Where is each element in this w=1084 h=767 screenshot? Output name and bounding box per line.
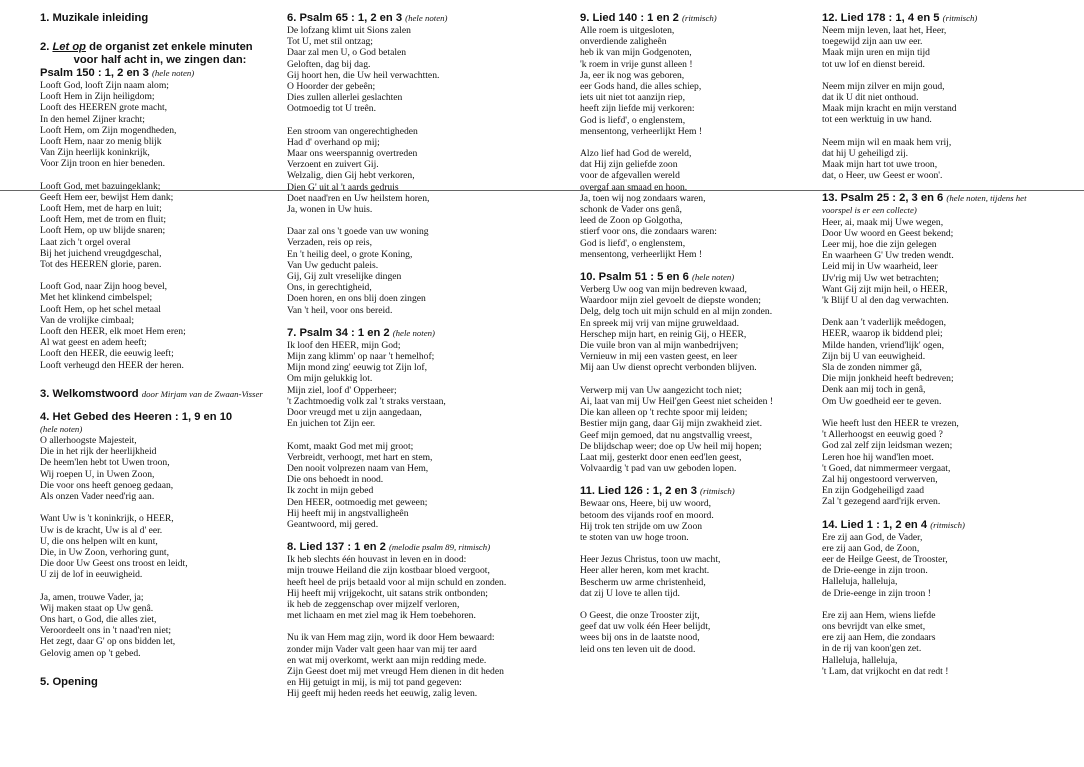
verse-line: Doet naad'ren en Uw heilstem horen, [287, 192, 430, 204]
section-6-title: 6. Psalm 65 : 1, 2 en 3 [287, 12, 403, 24]
verse-line: En spreek mij vrij van mijne gruweldaad. [580, 317, 740, 329]
stanza [287, 226, 537, 316]
verse-line: wees bij ons in de laatste nood, [580, 632, 700, 644]
verse-line: Mij aan Uw dienst oprecht verbonden blijven. [580, 362, 757, 374]
verse-line: Halleluja, halleluja, [822, 576, 898, 588]
verse-line: Bij het juichend vreugdgeschal, [40, 247, 162, 259]
verse-line: O Hoorder der gebeên; [287, 81, 376, 93]
verse-line: Verzaden, reis op reis, [287, 237, 372, 249]
verse-line: Sla de zonden nimmer gâ, [822, 362, 922, 374]
stanza [580, 25, 830, 137]
verse-line: de Drie-eenge in zijn troon ! [822, 587, 931, 599]
verse-line: Die vuile bron van al mijn wanbedrijven; [580, 340, 739, 352]
section-2-heading-line2: voor half acht in, we zingen dan: [73, 54, 247, 66]
section-14-title: 14. Lied 1 : 1, 2 en 4 [822, 518, 928, 531]
verse-line: O Geest, die onze Trooster zijt, [580, 609, 700, 621]
verse-line: Looft God, looft Zijn naam alom; [40, 80, 169, 91]
verse-line: Gelovig amen op 't gebed. [40, 647, 141, 659]
verse-line: Komt, maakt God met mij groot; [287, 440, 414, 452]
section-13-title: 13. Psalm 25 : 2, 3 en 6 [822, 192, 944, 205]
verse-line: Gij hoort hen, die Uw heil verwachtten. [287, 69, 440, 81]
verse-line: Alle roem is uitgesloten, [580, 25, 675, 36]
verse-line: Van de vrolijke cimbaal; [40, 314, 135, 326]
stanza [287, 340, 537, 430]
verse-line: Neem mijn leven, laat het, Heer, [822, 25, 947, 36]
verse-line: tot uw lof en dienst bereid. [822, 58, 925, 70]
section-6-note: (hele noten) [405, 13, 448, 23]
verse-line: Ja, toen wij nog zondaars waren, [580, 192, 706, 204]
verse-line: Geantwoord, mij gered. [287, 518, 379, 530]
verse-line: Halleluja, halleluja, [822, 654, 898, 666]
verse-line: Milde handen, vriend'lijk' ogen, [822, 339, 945, 351]
verse-line: Van 't heil, voor ons bereid. [287, 304, 393, 316]
stanza [287, 126, 537, 216]
verse-line: mensentong, verheerlijkt Hem ! [580, 248, 703, 260]
verse-line: 'k roem in vrije gunst alleen ! [580, 58, 693, 70]
verse-line: mensentong, verheerlijkt Hem ! [580, 125, 703, 137]
verse-line: heeft zijn liefde mij verkoren: [580, 103, 695, 115]
verse-line: leed de Zoon op Golgotha, [580, 215, 683, 227]
verse-line: Geeft Hem eer, bewijst Hem dank; [40, 191, 174, 203]
verse-line: Van Zijn heerlijk koninkrijk, [40, 147, 150, 159]
verse-line: met lichaam en met ziel mag ik Hem toebehoren. [287, 610, 476, 622]
section-11-title: 11. Lied 126 : 1, 2 en 3 [580, 485, 697, 498]
verse-line: Tot des HEEREN glorie, paren. [40, 259, 162, 271]
verse-line: mijn trouwe Heiland die zijn kostbaar bloed vergoot, [287, 565, 490, 577]
section-3-heading [40, 388, 280, 401]
verse-line: De heem'len hebt tot Uwen troon, [40, 457, 170, 469]
verse-line: dat, o Heer, uw Geest er woon'. [822, 170, 943, 182]
verse-line: Bescherm uw arme christenheid, [580, 576, 706, 588]
section-2-number: 2. [40, 41, 50, 53]
verse-line: Herschep mijn hart, en reinig Gij, o HEER, [580, 328, 747, 340]
section-9-title: 9. Lied 140 : 1 en 2 [580, 12, 679, 24]
verse-line: Tot U, met stil ontzag; [287, 36, 373, 48]
verse-line: Veroordeelt ons in 't naad'ren niet; [40, 625, 172, 637]
verse-line: 't Goed, dat nimmermeer vergaat, [822, 462, 951, 474]
verse-line: Volvaardig 't pad van uw geboden lopen. [580, 463, 737, 475]
verse-line: Ja, amen, trouwe Vader, ja; [40, 591, 144, 603]
verse-line: Looft den HEER, elk moet Hem eren; [40, 326, 186, 338]
verse-line: Looft God, met bazuingeklank; [40, 180, 161, 192]
verse-line: Mijn mond zing' eeuwig tot Zijn lof, [287, 362, 428, 374]
verse-line: Looft verheugd den HEER der heren. [40, 359, 184, 371]
verse-line: Ja, wonen in Uw huis. [287, 204, 373, 216]
verse-line: De blijdschap weer; doe op Uw heil mij hopen; [580, 440, 762, 452]
verse-line: Mijn ziel, loof d' Opperheer; [287, 384, 397, 396]
verse-line: en Hij getuigt in mij, is mij tot pand gegeven: [287, 677, 462, 689]
verse-line: U, die ons helpen wilt en kunt, [40, 535, 158, 547]
verse-line: Denk aan 't vaderlijk meêdogen, [822, 317, 947, 329]
section-10-text [580, 284, 830, 474]
stanza [580, 554, 830, 599]
stanza [40, 181, 280, 271]
verse-line: ons bevrijdt van elke smet, [822, 620, 926, 632]
section-11-note: (ritmisch) [700, 486, 735, 497]
verse-line: Zal hij ongestoord verwerven, [822, 473, 938, 485]
verse-line: ere zij aan Hem, die zondaars [822, 632, 936, 644]
verse-line: en wat mij overkomt, werkt aan mijn redding mede. [287, 654, 487, 666]
section-10-note: (hele noten) [691, 272, 735, 283]
stanza [40, 281, 280, 371]
verse-line: Die kan alleen op 't rechte spoor mij leiden; [580, 407, 748, 419]
stanza [580, 284, 830, 374]
verse-line: Heer aller heren, kom met kracht. [580, 565, 710, 577]
verse-line: En waarheen G' Uw treden wendt. [822, 250, 954, 262]
stanza [287, 632, 537, 699]
verse-line: Wij maken staat op Uw genâ. [40, 602, 154, 614]
verse-line: Die ons behoedt in nood. [287, 474, 384, 486]
verse-line: En 't heilig deel, o grote Koning, [287, 248, 413, 260]
verse-line: toegewijd zijn aan uw eer. [822, 36, 923, 48]
verse-line: Het zegt, daar G' op ons bidden let, [40, 636, 176, 648]
stanza [287, 25, 537, 115]
verse-line: te stoten van uw hoge troon. [580, 531, 689, 543]
stanza [40, 435, 280, 502]
verse-line: ere zij aan God, de Zoon, [822, 542, 920, 554]
verse-line: Al wat geest en adem heeft; [40, 337, 147, 349]
section-4-text [40, 435, 280, 659]
verse-line: Uw is de kracht, Uw is al d' eer. [40, 524, 163, 536]
stanza [822, 317, 1072, 407]
verse-line: Neem mijn wil en maak hem vrij, [822, 136, 952, 148]
verse-line: Die in het rijk der heerlijkheid [40, 446, 157, 458]
stanza [580, 610, 830, 655]
verse-line: betoom des vijands roof en moord. [580, 509, 714, 521]
verse-line: 't Lam, dat vrijkocht en dat redt ! [822, 665, 949, 677]
verse-line: Ik zocht in mijn gebed [287, 485, 374, 497]
verse-line: Heer, ai, maak mij Uwe wegen, [822, 216, 944, 228]
verse-line: God zal zelf zijn leidsman wezen; [822, 440, 953, 452]
verse-line: Die, in Uw Zoon, verhoring gunt, [40, 546, 169, 558]
verse-line: Doen horen, en ons blij doen zingen [287, 293, 426, 305]
verse-line: HEER, waarop ik biddend plei; [822, 328, 943, 340]
verse-line: Maak mijn kracht en mijn verstand [822, 103, 957, 115]
verse-line: Maak mijn uren en mijn tijd [822, 47, 930, 59]
verse-line: leid ons ten leven uit de dood. [580, 643, 696, 655]
verse-line: Verzoent en zuivert Gij. [287, 159, 379, 171]
verse-line: Vernieuw in mij een vasten geest, en leer [580, 351, 738, 363]
section-12-heading [822, 12, 1072, 25]
section-8-text [287, 554, 537, 699]
section-8-heading [287, 541, 537, 554]
verse-line: Ons hart, o God, die alles ziet, [40, 613, 157, 625]
stanza [822, 610, 1072, 677]
verse-line: ik heb de zeggenschap over mijzelf verloren, [287, 598, 460, 610]
verse-line: Wij roepen U, in Uwen Zoon, [40, 468, 155, 480]
verse-line: Voor Zijn troon en hier beneden. [40, 158, 166, 170]
verse-line: Dien G' uit al 't aards gedruis [287, 181, 399, 193]
verse-line: Zijn Geest doet mij met vreugd Hem dienen in dit heden [287, 665, 504, 677]
stanza [822, 25, 1072, 70]
verse-line: Denk aan mij toch in genâ, [822, 384, 926, 396]
verse-line: Geloften, dag bij dag. [287, 58, 371, 70]
verse-line: Met het klinkend cimbelspel; [40, 292, 153, 304]
section-9-heading [580, 12, 830, 25]
verse-line: Mijn zang klimm' op naar 't hemelhof; [287, 351, 435, 363]
verse-line: O allerhoogste Majesteit, [40, 435, 137, 447]
verse-line: Wie heeft lust den HEER te vrezen, [822, 417, 959, 429]
stanza [822, 418, 1072, 508]
verse-line: Looft Hem, naar zo menig blijk [40, 136, 162, 148]
verse-line: 't Zachtmoedig volk zal 't straks verstaan, [287, 395, 446, 407]
section-2-heading [40, 41, 280, 54]
section-4-heading: 4. Het Gebed des Heeren : 1, 9 en 10 [40, 410, 233, 423]
stanza [287, 441, 537, 531]
verse-line: Leren hoe hij wand'len moet. [822, 451, 934, 463]
verse-line: stierf voor ons, die zondaars waren: [580, 226, 717, 238]
verse-line: iets uit niet tot aanzijn riep, [580, 92, 685, 104]
verse-line: Laat mij, gesterkt door enen eed'len geest, [580, 451, 742, 463]
verse-line: Als onzen Vader need'rig aan. [40, 491, 155, 503]
verse-line: De lofzang klimt uit Sions zalen [287, 25, 411, 36]
verse-line: IJv'rig mij Uw wet betrachten; [822, 272, 939, 284]
column-1 [40, 12, 280, 689]
verse-line: Ja, eer ik nog was geboren, [580, 69, 685, 81]
section-5-heading: 5. Opening [40, 675, 98, 688]
verse-line: Hij heeft mij vrijgekocht, uit satans strik ontbonden; [287, 587, 488, 599]
section-6-text [287, 25, 537, 316]
verse-line: Looft God, naar Zijn hoog bevel, [40, 281, 168, 293]
verse-line: onverdiende zaligheên [580, 36, 667, 48]
verse-line: God is liefd', o englenstem, [580, 237, 686, 249]
section-10-heading [580, 271, 830, 284]
section-14-heading [822, 519, 1072, 532]
verse-line: Heer Jezus Christus, toon uw macht, [580, 554, 721, 566]
stanza [40, 80, 280, 170]
verse-line: Laat zich 't orgel overal [40, 236, 131, 248]
verse-line: Verbreidt, verhoogt, met hart en stem, [287, 451, 433, 463]
verse-line: Door vreugd met u zijn aangedaan, [287, 407, 422, 419]
section-7-title: 7. Psalm 34 : 1 en 2 [287, 326, 390, 339]
verse-line: in de rij van koon'gen zet. [822, 643, 922, 655]
verse-line: Bewaar ons, Heere, bij uw woord, [580, 498, 712, 510]
verse-line: Verwerp mij van Uw aangezicht toch niet; [580, 384, 742, 396]
verse-line: Om Uw goedheid eer te geven. [822, 395, 942, 407]
verse-line: heb ik van mijn Godgenoten, [580, 47, 692, 59]
verse-line: Door Uw woord en Geest bekend; [822, 227, 954, 239]
verse-line: Ai, laat van mij Uw Heil'gen Geest niet scheiden ! [580, 395, 774, 407]
verse-line: Ik loof den HEER, mijn God; [287, 339, 401, 351]
section-6-heading [287, 12, 537, 25]
verse-line: Ere zij aan Hem, wiens liefde [822, 609, 936, 621]
verse-line: Hij heeft mij in angstvalligheên [287, 507, 409, 519]
verse-line: Geef mijn gemoed, dat nu angstvallig vreest, [580, 429, 753, 441]
verse-line: Die mijn jonkheid heeft bedreven; [822, 373, 954, 385]
verse-line: Hij geeft mij heden reeds het eeuwig, zalig leven. [287, 688, 478, 700]
verse-line: Een stroom van ongerechtigheden [287, 125, 418, 137]
verse-line: voor de afgevallen wereld [580, 170, 680, 182]
verse-line: Ons, in gerechtigheid, [287, 282, 372, 294]
verse-line: Alzo lief had God de wereld, [580, 148, 692, 160]
section-7-text [287, 340, 537, 530]
verse-line: Zal 't gezegend aard'rijk erven. [822, 496, 941, 508]
verse-line: Maar ons weerspannig overtreden [287, 148, 418, 160]
verse-line: Daar zal ons 't goede van uw woning [287, 226, 429, 238]
verse-line: Looft Hem, op het schel metaal [40, 303, 161, 315]
section-11-text [580, 498, 830, 654]
section-7-heading [287, 327, 537, 340]
section-12-title: 12. Lied 178 : 1, 4 en 5 [822, 12, 940, 24]
verse-line: heeft heel de prijs betaald voor al mijn schuld en zonden. [287, 576, 507, 588]
stanza [822, 81, 1072, 126]
verse-line: Neem mijn zilver en mijn goud, [822, 80, 945, 92]
verse-line: Om mijn gelukkig lot. [287, 373, 373, 385]
section-9-note: (ritmisch) [681, 13, 717, 23]
section-13-heading [822, 192, 1072, 205]
verse-line: Ik heb slechts één houvast in leven en in dood: [287, 554, 467, 566]
section-7-note: (hele noten) [392, 327, 435, 338]
verse-line: Die door Uw Geest ons troost en leidt, [40, 558, 188, 570]
verse-line: Looft des HEEREN grote macht, [40, 102, 168, 114]
verse-line: Den nooit volprezen naam van Hem, [287, 462, 429, 474]
stanza [580, 148, 830, 260]
psalm-150-text [40, 80, 280, 371]
stanza [822, 137, 1072, 182]
section-2-heading-rest: de organist zet enkele minuten [86, 41, 253, 53]
verse-line: Den HEER, ootmoedig met geween; [287, 496, 428, 508]
section-2-let-op: Let op [52, 41, 87, 53]
verse-line: 'k Blijf U al den dag verwachten. [822, 295, 949, 307]
section-4-note: (hele noten) [40, 423, 83, 434]
psalm-150-note: (hele noten) [151, 68, 195, 78]
verse-line: Verberg Uw oog van mijn bedreven kwaad, [580, 284, 747, 296]
verse-line: Maak mijn hart tot uwe troon, [822, 159, 938, 171]
section-8-note: (melodie psalm 89, ritmisch) [388, 542, 491, 553]
verse-line: eer de Heilge Geest, de Trooster, [822, 553, 948, 565]
verse-line: zonder mijn Vader valt geen haar van mij ter aard [287, 643, 477, 655]
verse-line: eer Gods hand, die alles schiep, [580, 81, 702, 93]
verse-line: 't Allerhoogst en eeuwig goed ? [822, 429, 943, 441]
verse-line: schonk de Vader ons genâ, [580, 204, 682, 216]
stanza [40, 592, 280, 659]
section-8-title: 8. Lied 137 : 1 en 2 [287, 541, 386, 554]
verse-line: Want Gij zijt mijn heil, o HEER, [822, 283, 948, 295]
verse-line: Ere zij aan God, de Vader, [822, 531, 923, 543]
verse-line: Leid mij in Uw waarheid, leer [822, 261, 938, 273]
verse-line: En zijn Godgeheiligd zaad [822, 485, 925, 497]
verse-line: overgaf aan smaad en hoon. [580, 181, 688, 193]
verse-line: Daar zal men U, o God betalen [287, 47, 407, 59]
verse-line: geef dat uw volk één Heer belijdt, [580, 621, 711, 633]
section-13-note-2: voorspel is er een collecte) [822, 205, 917, 216]
verse-line: Had d' overhand op mij; [287, 136, 380, 148]
verse-line: In den hemel Zijner kracht; [40, 113, 145, 125]
verse-line: Nu ik van Hem mag zijn, word ik door Hem bewaard: [287, 632, 495, 644]
verse-line: Looft Hem, om Zijn mogendheden, [40, 124, 177, 136]
section-14-text [822, 532, 1072, 677]
stanza [580, 385, 830, 475]
verse-line: Bestier mijn gang, daar Gij mijn zwakheid ziet. [580, 418, 762, 430]
stanza [822, 532, 1072, 599]
section-14-note: (ritmisch) [930, 519, 965, 530]
verse-line: Gij, Gij zult vreselijke dingen [287, 271, 402, 283]
column-4 [822, 12, 1072, 688]
verse-line: U zij de lof in eeuwigheid. [40, 569, 143, 581]
verse-line: Hij trok ten strijde om uw Zoon [580, 520, 703, 532]
verse-line: Looft den HEER, die eeuwig leeft; [40, 348, 174, 360]
verse-line: dat Hij zijn geliefde zoon [580, 159, 678, 171]
verse-line: Looft Hem in Zijn heiligdom; [40, 91, 155, 103]
verse-line: Looft Hem, met de harp en luit; [40, 203, 162, 215]
verse-line: de Drie-eenge in zijn troon. [822, 565, 928, 577]
verse-line: Delg, delg toch uit mijn schuld en al mijn zonden. [580, 306, 773, 318]
verse-line: Looft Hem, met de trom en fluit; [40, 214, 167, 226]
section-13-note-1: (hele noten, tijdens het [946, 193, 1027, 204]
verse-line: Want Uw is 't koninkrijk, o HEER, [40, 513, 174, 525]
section-9-text [580, 25, 830, 260]
section-3-note: door Mirjam van de Zwaan-Visser [141, 388, 263, 399]
verse-line: Leer mij, hoe die zijn gelegen [822, 239, 937, 251]
stanza [287, 554, 537, 621]
verse-line: dat zij U love te allen tijd. [580, 587, 680, 599]
verse-line: Zijn bij U van eeuwigheid. [822, 350, 926, 362]
section-11-heading [580, 485, 830, 498]
section-13-text [822, 217, 1072, 508]
section-12-text [822, 25, 1072, 181]
column-3 [580, 12, 830, 666]
verse-line: dat hij U geheiligd zij. [822, 147, 909, 159]
section-1-heading: 1. Muzikale inleiding [40, 12, 149, 24]
psalm-150-title: Psalm 150 : 1, 2 en 3 [40, 67, 149, 79]
section-12-note: (ritmisch) [942, 13, 978, 23]
verse-line: tot een werktuig in uw hand. [822, 114, 932, 126]
verse-line: God is liefd', o englenstem, [580, 114, 686, 126]
verse-line: Waardoor mijn ziel gevoelt de diepste wonden; [580, 295, 761, 307]
verse-line: Dies zullen allerlei geslachten [287, 92, 403, 104]
section-3-title: 3. Welkomstwoord [40, 387, 139, 400]
column-2 [287, 12, 537, 711]
verse-line: Die voor ons heeft genoeg gedaan, [40, 479, 174, 491]
stanza [580, 498, 830, 543]
verse-line: Van Uw geducht paleis. [287, 259, 379, 271]
verse-line: Looft Hem, op uw blijde snaren; [40, 225, 166, 237]
section-10-title: 10. Psalm 51 : 5 en 6 [580, 271, 689, 284]
stanza [822, 217, 1072, 307]
psalm-150-heading [40, 67, 280, 80]
verse-line: Ootmoedig tot U treên. [287, 103, 376, 115]
verse-line: dat ik U dit niet onthoud. [822, 92, 919, 104]
stanza [40, 513, 280, 580]
verse-line: Welzalig, dien Gij hebt verkoren, [287, 170, 415, 182]
verse-line: En juichen tot Zijn eer. [287, 418, 376, 430]
